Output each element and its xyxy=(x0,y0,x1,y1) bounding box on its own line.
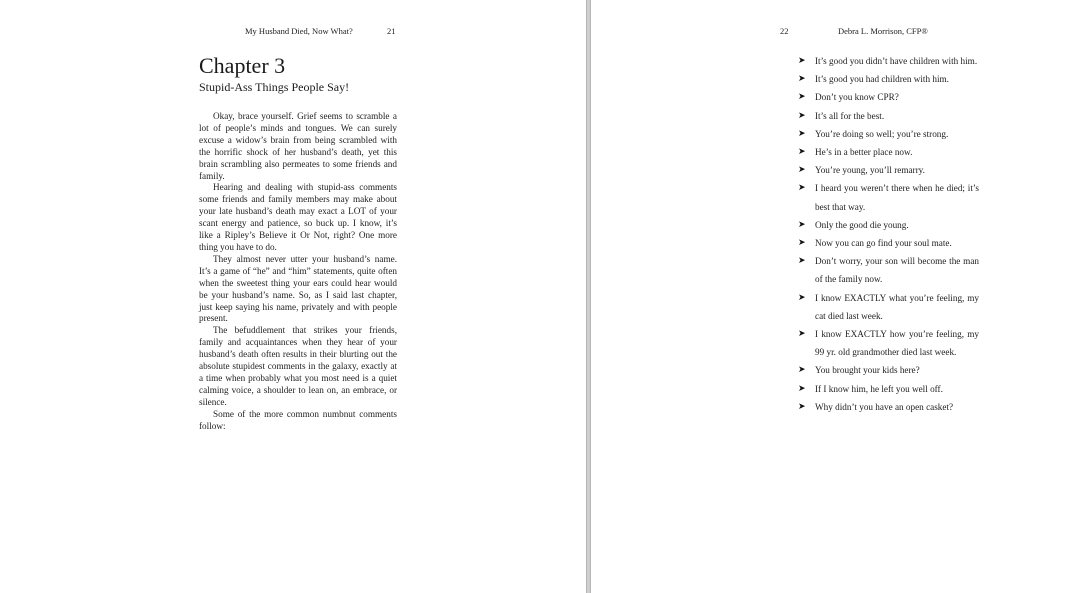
list-item-text: It’s good you didn’t have children with him. xyxy=(815,56,978,66)
list-item-text: You’re doing so well; you’re strong. xyxy=(815,128,949,139)
list-item-text: I heard you weren’t there when he died; it’s best that way. xyxy=(815,183,979,212)
arrowhead-bullet-icon: ➤ xyxy=(798,383,806,394)
list-item xyxy=(798,161,979,179)
arrowhead-bullet-icon: ➤ xyxy=(798,183,806,194)
arrowhead-bullet-icon: ➤ xyxy=(798,74,806,85)
arrowhead-bullet-icon: ➤ xyxy=(798,238,806,249)
arrowhead-bullet-icon: ➤ xyxy=(798,110,806,121)
list-item-text: I know EXACTLY how you’re feeling, my 99 yr. old grandmother died last week. xyxy=(815,329,979,358)
arrowhead-bullet-icon: ➤ xyxy=(798,56,806,66)
list-item xyxy=(798,107,979,125)
arrowhead-bullet-icon: ➤ xyxy=(798,128,806,139)
list-item-text: I know EXACTLY what you’re feeling, my cat died last week. xyxy=(815,292,979,321)
list-item xyxy=(798,325,979,361)
list-item xyxy=(798,216,979,234)
paragraph: They almost never utter your husband’s name. It’s a game of “he” and “him” statements, quite often when the sweetest thing your ears could hear would be your husband’s name. So, as I said last chapter, just keep saying his name, privately and with people present. xyxy=(199,253,397,324)
list-item xyxy=(798,380,979,398)
comment-list xyxy=(798,52,979,416)
list-item-text: Don’t you know CPR? xyxy=(815,92,899,103)
list-item-text: Why didn’t you have an open casket? xyxy=(815,401,954,412)
paragraph: The befuddlement that strikes your friends, family and acquaintances when they hear of your husband’s death often results in their blurting out the absolute stupidest comments in the galaxy, exactly at a time when probably what you most need is a quiet calming voice, a shoulder to lean on, an embrace, or silence. xyxy=(199,325,397,407)
list-item-text: It’s all for the best. xyxy=(815,110,885,121)
list-item-text: If I know him, he left you well off. xyxy=(815,383,943,394)
list-item-text: You’re young, you’ll remarry. xyxy=(815,165,925,176)
list-item xyxy=(798,361,979,379)
list-item-text: He’s in a better place now. xyxy=(815,147,913,158)
arrowhead-bullet-icon: ➤ xyxy=(798,401,806,412)
list-item xyxy=(798,70,979,88)
arrowhead-bullet-icon: ➤ xyxy=(798,329,806,340)
arrowhead-bullet-icon: ➤ xyxy=(798,147,806,158)
list-item xyxy=(798,143,979,161)
running-header-author: Debra L. Morrison, CFP® xyxy=(838,26,928,36)
page-number: 21 xyxy=(387,26,396,36)
list-item xyxy=(798,88,979,106)
list-item-text: Don’t worry, your son will become the man of the family now. xyxy=(815,256,979,285)
arrowhead-bullet-icon: ➤ xyxy=(798,219,806,230)
chapter-title: Chapter 3 xyxy=(199,53,286,78)
list-item xyxy=(798,52,979,70)
paragraph: Hearing and dealing with stupid-ass comments some friends and family members may make about your late husband’s death may exact a LOT of your scant energy and patience, so buck up. I know, it’s like a Ripley’s Believe it Or Not, right? One more thing you have to do. xyxy=(199,182,397,252)
arrowhead-bullet-icon: ➤ xyxy=(798,165,806,176)
running-header-title: My Husband Died, Now What? xyxy=(245,26,353,36)
list-item-text: It’s good you had children with him. xyxy=(815,74,949,85)
arrowhead-bullet-icon: ➤ xyxy=(798,292,806,303)
list-item-text: You brought your kids here? xyxy=(815,365,920,376)
arrowhead-bullet-icon: ➤ xyxy=(798,92,806,103)
paragraph: Okay, brace yourself. Grief seems to scramble a lot of people’s minds and tongues. We can surely excuse a widow’s brain from being scrambled with the horrific shock of her husband’s death, yet this brain scrambling also permeates to some friends and family. xyxy=(199,111,397,181)
chapter-subtitle: Stupid-Ass Things People Say! xyxy=(199,80,350,94)
list-item-text: Now you can go find your soul mate. xyxy=(815,238,952,249)
list-item-text: Only the good die young. xyxy=(815,219,909,230)
page-number: 22 xyxy=(780,26,789,36)
list-item xyxy=(798,398,979,416)
list-item xyxy=(798,252,979,288)
list-item xyxy=(798,289,979,325)
paragraph: Some of the more common numbnut comments follow: xyxy=(199,408,397,431)
list-item xyxy=(798,179,979,215)
arrowhead-bullet-icon: ➤ xyxy=(798,365,806,376)
list-item xyxy=(798,234,979,252)
list-item xyxy=(798,125,979,143)
body-text xyxy=(199,111,397,432)
arrowhead-bullet-icon: ➤ xyxy=(798,256,806,267)
